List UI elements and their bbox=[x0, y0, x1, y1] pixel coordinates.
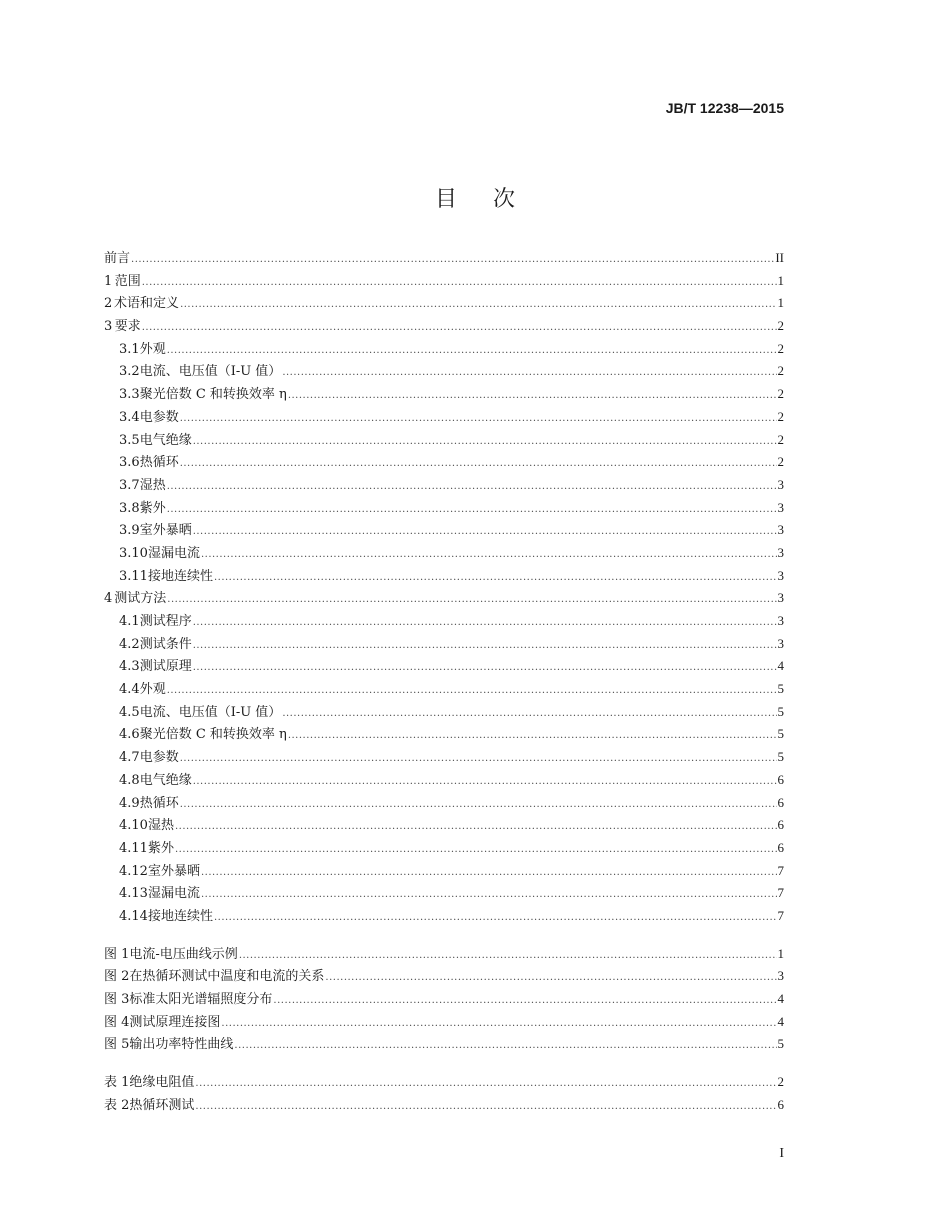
toc-entry-page: 5 bbox=[777, 681, 784, 697]
document-code: JB/T 12238—2015 bbox=[665, 100, 784, 116]
dot-leader bbox=[193, 770, 777, 792]
dot-leader bbox=[239, 944, 777, 966]
dot-leader bbox=[193, 634, 777, 656]
toc-entry-page: 3 bbox=[777, 968, 784, 984]
toc-entry-number: 3.9 bbox=[119, 523, 140, 539]
toc-entry-label: 电流-电压曲线示例 bbox=[129, 946, 238, 962]
toc-entry-page: 2 bbox=[777, 386, 784, 402]
toc-entry-page: 1 bbox=[777, 945, 784, 961]
dot-leader bbox=[142, 316, 777, 338]
toc-entry[interactable] bbox=[104, 497, 784, 520]
dot-leader bbox=[195, 1095, 776, 1117]
dot-leader bbox=[142, 271, 777, 293]
toc-entry[interactable] bbox=[104, 792, 784, 815]
toc-entry-page: 2 bbox=[777, 431, 784, 447]
toc-entry-number: 4.6 bbox=[119, 727, 140, 743]
toc-entry-page: 5 bbox=[777, 726, 784, 742]
toc-entry[interactable] bbox=[104, 247, 784, 270]
toc-entry[interactable] bbox=[104, 429, 784, 452]
toc-entry-label: 热循环 bbox=[139, 455, 179, 471]
toc-entry-label: 前言 bbox=[104, 251, 131, 266]
dot-leader bbox=[180, 793, 777, 815]
toc-entry-number: 4.8 bbox=[119, 772, 140, 788]
toc-entry-label: 在热循环测试中温度和电流的关系 bbox=[129, 969, 325, 985]
dot-leader bbox=[214, 906, 777, 928]
toc-entry-page: 2 bbox=[777, 454, 784, 470]
dot-leader bbox=[180, 747, 777, 769]
toc-entry[interactable] bbox=[104, 338, 784, 361]
dot-leader bbox=[273, 989, 776, 1011]
toc-entry[interactable] bbox=[104, 988, 784, 1011]
dot-leader bbox=[325, 966, 776, 988]
toc-entry-number: 3.10 bbox=[119, 545, 148, 561]
toc-entry-number: 图 1 bbox=[104, 946, 130, 962]
toc-entry[interactable] bbox=[104, 315, 784, 338]
toc-entry-label: 外观 bbox=[139, 341, 166, 357]
dot-leader bbox=[167, 498, 777, 520]
dot-leader bbox=[214, 566, 777, 588]
toc-entry-page: 3 bbox=[777, 635, 784, 651]
toc-entry-page: 4 bbox=[777, 658, 784, 674]
toc-entry-label: 湿漏电流 bbox=[147, 545, 200, 561]
toc-entry[interactable] bbox=[104, 610, 784, 633]
toc-entry-label: 热循环 bbox=[139, 795, 179, 811]
toc-entry-number: 4.4 bbox=[119, 682, 140, 698]
toc-entry-page: 6 bbox=[777, 794, 784, 810]
toc-entry-number: 4.7 bbox=[119, 750, 140, 766]
toc-entry-number: 3.2 bbox=[119, 364, 140, 380]
toc-entry-number: 图 2 bbox=[104, 969, 130, 985]
toc-entry[interactable] bbox=[104, 882, 784, 905]
toc-entry-label: 测试原理 bbox=[139, 659, 192, 675]
dot-leader bbox=[234, 1034, 776, 1056]
toc-entry-label: 电气绝缘 bbox=[139, 432, 192, 448]
toc-entry-page: 2 bbox=[777, 1074, 784, 1090]
toc-entry-label: 湿漏电流 bbox=[147, 886, 200, 902]
toc-entry-label: 湿热 bbox=[147, 818, 174, 834]
toc-entry-number: 4.14 bbox=[119, 908, 148, 924]
toc-entry[interactable] bbox=[104, 360, 784, 383]
toc-entry-number: 3.8 bbox=[119, 500, 140, 516]
toc-entry-page: 3 bbox=[777, 567, 784, 583]
dot-leader bbox=[180, 293, 776, 315]
dot-leader bbox=[193, 520, 777, 542]
toc-entry[interactable] bbox=[104, 701, 784, 724]
toc-entry-number: 1 bbox=[104, 273, 113, 289]
toc-entry-label: 聚光倍数 C 和转换效率 η bbox=[139, 727, 287, 743]
toc-entry-number: 4.10 bbox=[119, 818, 148, 834]
dot-leader bbox=[180, 407, 777, 429]
toc-entry-label: 聚光倍数 C 和转换效率 η bbox=[139, 387, 287, 403]
toc-entry-number: 4.2 bbox=[119, 636, 140, 652]
toc-entry-label: 接地连续性 bbox=[147, 908, 213, 924]
dot-leader bbox=[195, 1072, 776, 1094]
toc-entry-number: 4.11 bbox=[119, 840, 148, 856]
dot-leader bbox=[282, 702, 776, 724]
toc-entry[interactable] bbox=[104, 860, 784, 883]
toc-entry-number: 2 bbox=[104, 296, 113, 312]
toc-entry-page: 3 bbox=[777, 522, 784, 538]
dot-leader bbox=[288, 724, 777, 746]
toc-entry-page: 2 bbox=[777, 408, 784, 424]
toc-entry-page: 4 bbox=[777, 991, 784, 1006]
dot-leader bbox=[131, 248, 774, 270]
toc-entry[interactable] bbox=[104, 542, 784, 565]
toc-entry-page: 3 bbox=[777, 499, 784, 515]
toc-entry[interactable] bbox=[104, 270, 784, 293]
toc-entry-page: II bbox=[775, 250, 784, 265]
toc-entry-page: 6 bbox=[777, 1096, 784, 1112]
toc-entry-number: 3.11 bbox=[119, 568, 148, 584]
toc-entry[interactable] bbox=[104, 383, 784, 406]
toc-entry[interactable] bbox=[104, 292, 784, 315]
toc-entry-number: 表 1 bbox=[104, 1075, 130, 1091]
dot-leader bbox=[167, 588, 776, 610]
toc-entry-label: 输出功率特性曲线 bbox=[129, 1037, 234, 1053]
toc-entry-label: 室外暴晒 bbox=[147, 863, 200, 879]
dot-leader bbox=[167, 475, 777, 497]
toc-entry-page: 2 bbox=[777, 318, 784, 334]
toc-entry-page: 2 bbox=[777, 363, 784, 379]
toc-entry-label: 术语和定义 bbox=[114, 296, 180, 312]
toc-entry-label: 电参数 bbox=[139, 750, 179, 766]
page-number: I bbox=[779, 1146, 784, 1161]
toc-entry-label: 电参数 bbox=[139, 409, 179, 425]
toc-entry[interactable] bbox=[104, 943, 784, 966]
toc-entry-number: 3 bbox=[104, 319, 113, 335]
dot-leader bbox=[282, 361, 776, 383]
toc-entry-number: 4 bbox=[104, 591, 113, 607]
toc-entry-page: 6 bbox=[777, 817, 784, 833]
dot-leader bbox=[167, 679, 777, 701]
dot-leader bbox=[288, 384, 777, 406]
toc-entry[interactable] bbox=[104, 965, 784, 988]
toc-entry[interactable] bbox=[104, 746, 784, 769]
dot-leader bbox=[201, 543, 777, 565]
toc-entry-number: 表 2 bbox=[104, 1097, 130, 1113]
toc-entry[interactable] bbox=[104, 1071, 784, 1094]
toc-entry-label: 外观 bbox=[139, 682, 166, 698]
dot-leader bbox=[167, 339, 777, 361]
toc-entry-number: 4.1 bbox=[119, 614, 140, 629]
toc-entry-label: 接地连续性 bbox=[147, 568, 213, 584]
toc-entry-number: 4.9 bbox=[119, 795, 140, 811]
toc-entry[interactable] bbox=[104, 837, 784, 860]
toc-entry-number: 图 5 bbox=[104, 1037, 130, 1053]
toc-entry-label: 电流、电压值（I-U 值） bbox=[139, 704, 282, 720]
toc-entry[interactable] bbox=[104, 814, 784, 837]
toc-entry-number: 4.12 bbox=[119, 863, 148, 879]
toc-entry-label: 紫外 bbox=[147, 840, 174, 856]
toc-entry[interactable] bbox=[104, 1094, 784, 1117]
toc-entry-number: 4.13 bbox=[119, 886, 148, 902]
toc-entry-page: 3 bbox=[777, 590, 784, 606]
toc-entry-page: 3 bbox=[777, 613, 784, 628]
toc-entry[interactable] bbox=[104, 587, 784, 610]
toc-entry-page: 6 bbox=[777, 839, 784, 855]
toc-entry[interactable] bbox=[104, 1011, 784, 1034]
toc-entry[interactable] bbox=[104, 723, 784, 746]
toc-entry-page: 2 bbox=[777, 340, 784, 356]
dot-leader bbox=[180, 452, 777, 474]
dot-leader bbox=[201, 861, 777, 883]
toc-entry-page: 1 bbox=[777, 295, 784, 311]
toc-entry[interactable] bbox=[104, 519, 784, 542]
toc-entry-label: 电气绝缘 bbox=[139, 772, 192, 788]
toc-entry[interactable] bbox=[104, 406, 784, 429]
toc-entry-number: 4.3 bbox=[119, 659, 140, 675]
toc-entry-label: 测试原理连接图 bbox=[129, 1014, 221, 1030]
dot-leader bbox=[193, 430, 777, 452]
toc-entry-page: 7 bbox=[777, 885, 784, 901]
toc-entry-page: 5 bbox=[777, 749, 784, 765]
toc-entry[interactable] bbox=[104, 565, 784, 588]
toc-entry-page: 7 bbox=[777, 907, 784, 923]
toc-entry[interactable] bbox=[104, 1033, 784, 1056]
toc-entry-page: 1 bbox=[777, 272, 784, 288]
dot-leader bbox=[193, 611, 777, 633]
toc-entry[interactable] bbox=[104, 451, 784, 474]
toc-entry-number: 图 4 bbox=[104, 1014, 130, 1030]
toc-entry-page: 5 bbox=[777, 1036, 784, 1052]
table-of-contents bbox=[104, 247, 784, 1116]
toc-entry[interactable] bbox=[104, 678, 784, 701]
toc-entry-label: 测试条件 bbox=[139, 636, 192, 652]
toc-entry-label: 湿热 bbox=[139, 477, 166, 493]
toc-entry-number: 3.7 bbox=[119, 477, 140, 493]
toc-entry[interactable] bbox=[104, 655, 784, 678]
dot-leader bbox=[221, 1012, 776, 1034]
dot-leader bbox=[193, 656, 777, 678]
toc-entry-page: 6 bbox=[777, 771, 784, 787]
toc-entry-number: 3.1 bbox=[119, 341, 140, 357]
dot-leader bbox=[175, 838, 777, 860]
toc-entry[interactable] bbox=[104, 769, 784, 792]
toc-entry-label: 紫外 bbox=[139, 500, 166, 516]
toc-entry-number: 图 3 bbox=[104, 992, 130, 1007]
toc-entry-label: 测试方法 bbox=[114, 591, 167, 607]
toc-entry-number: 3.3 bbox=[119, 387, 140, 403]
toc-entry[interactable] bbox=[104, 905, 784, 928]
dot-leader bbox=[201, 883, 777, 905]
dot-leader bbox=[175, 815, 777, 837]
toc-entry-label: 标准太阳光谱辐照度分布 bbox=[129, 992, 273, 1007]
toc-entry-label: 测试程序 bbox=[139, 614, 192, 629]
toc-entry-page: 5 bbox=[777, 703, 784, 719]
toc-entry-label: 热循环测试 bbox=[129, 1097, 195, 1113]
toc-entry-page: 3 bbox=[777, 544, 784, 560]
toc-entry-page: 7 bbox=[777, 862, 784, 878]
page-title: 目次 bbox=[434, 187, 551, 212]
toc-entry-label: 要求 bbox=[114, 319, 141, 335]
toc-entry-label: 绝缘电阻值 bbox=[129, 1075, 195, 1091]
toc-entry-page: 3 bbox=[777, 476, 784, 492]
toc-entry-number: 3.5 bbox=[119, 432, 140, 448]
toc-entry-number: 3.4 bbox=[119, 409, 140, 425]
toc-entry-number: 3.6 bbox=[119, 455, 140, 471]
toc-entry[interactable] bbox=[104, 633, 784, 656]
toc-entry-page: 4 bbox=[777, 1013, 784, 1029]
toc-entry-label: 电流、电压值（I-U 值） bbox=[139, 364, 282, 380]
toc-entry-label: 室外暴晒 bbox=[139, 523, 192, 539]
toc-entry-label: 范围 bbox=[114, 273, 141, 289]
toc-entry-number: 4.5 bbox=[119, 704, 140, 720]
toc-entry[interactable] bbox=[104, 474, 784, 497]
